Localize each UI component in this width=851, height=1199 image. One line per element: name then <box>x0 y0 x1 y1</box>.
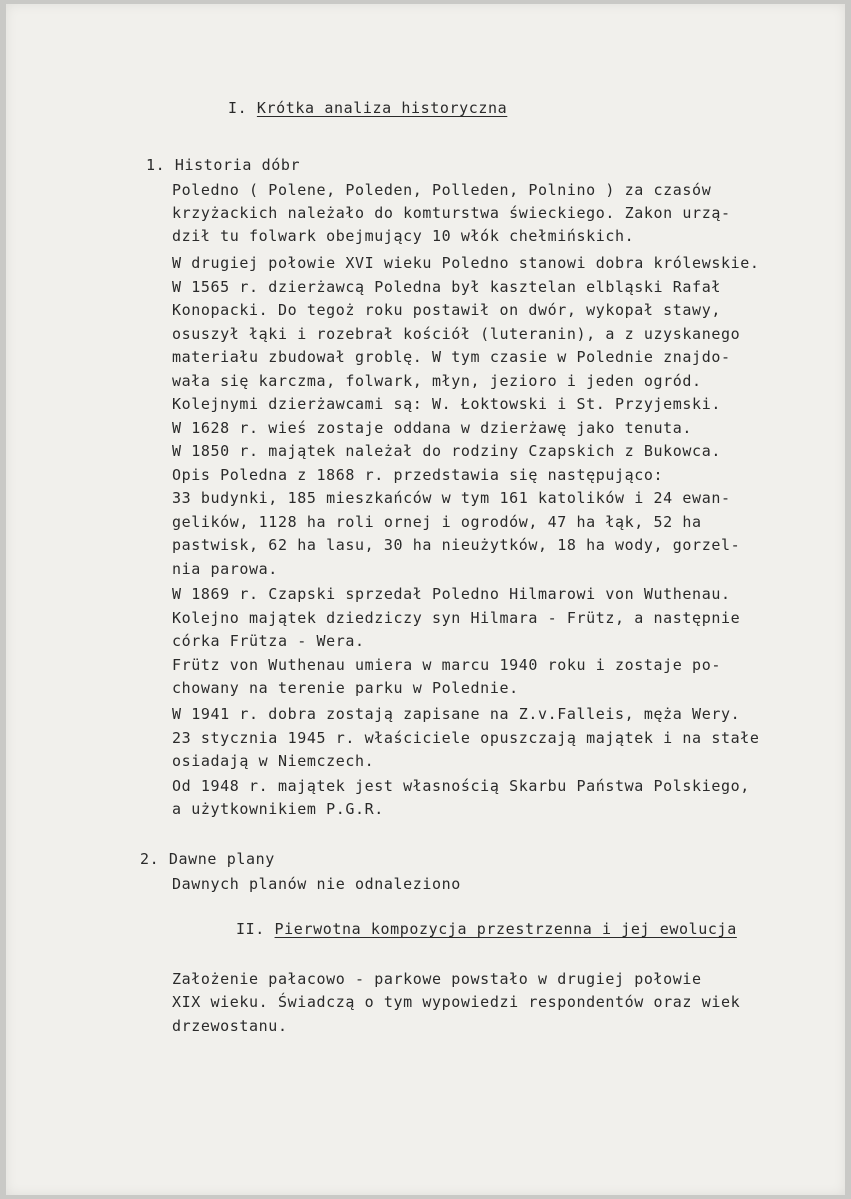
heading-2-title: Pierwotna kompozycja przestrzenna i jej ewolucja <box>274 920 737 938</box>
body-line: Opis Poledna z 1868 r. przedstawia się następująco: <box>172 466 664 484</box>
body-line: dził tu folwark obejmujący 10 włók chełmińskich. <box>172 227 635 245</box>
body-line: Konopacki. Do tegoż roku postawił on dwór, wykopał stawy, <box>172 301 721 319</box>
section-1-title: Historia dóbr <box>174 156 301 174</box>
section-2-title: Dawne plany <box>168 850 275 868</box>
section-1-number: 1. <box>146 156 166 174</box>
section-1-heading <box>146 155 300 175</box>
body-line: W 1628 r. wieś zostaje oddana w dzierżawę jako tenuta. <box>172 419 693 437</box>
body-line: pastwisk, 62 ha lasu, 30 ha nieużytków, 18 ha wody, gorzel- <box>172 536 741 554</box>
body-line: a użytkownikiem P.G.R. <box>172 800 384 818</box>
section-2-body: Dawnych planów nie odnaleziono <box>172 875 461 893</box>
body-line: Kolejnymi dzierżawcami są: W. Łoktowski i St. Przyjemski. <box>172 395 721 413</box>
body-line: 23 stycznia 1945 r. właściciele opuszczają majątek i na stałe <box>172 729 760 747</box>
section-2-number: 2. <box>140 850 160 868</box>
body-line: Od 1948 r. majątek jest własnością Skarbu Państwa Polskiego, <box>172 777 750 795</box>
section-2-heading <box>140 849 275 869</box>
document-page <box>6 4 845 1195</box>
body-line: Poledno ( Polene, Poleden, Polleden, Polnino ) za czasów <box>172 181 712 199</box>
body-line: osiadają w Niemczech. <box>172 752 375 770</box>
body-line: XIX wieku. Świadczą o tym wypowiedzi respondentów oraz wiek <box>172 993 741 1011</box>
body-line: krzyżackich należało do komturstwa świeckiego. Zakon urzą- <box>172 204 731 222</box>
heading-2 <box>236 919 737 939</box>
heading-1-title: Krótka analiza historyczna <box>256 99 508 117</box>
body-line: W 1869 r. Czapski sprzedał Poledno Hilmarowi von Wuthenau. <box>172 585 731 603</box>
body-line: materiału zbudował groblę. W tym czasie w Polednie znajdo- <box>172 348 731 366</box>
body-line: córka Frütza - Wera. <box>172 632 365 650</box>
body-line: nia parowa. <box>172 560 278 578</box>
heading-2-number: II. <box>236 920 265 938</box>
heading-1-number: I. <box>228 99 248 117</box>
heading-1 <box>228 98 507 118</box>
body-line: chowany na terenie parku w Polednie. <box>172 679 519 697</box>
body-line: drzewostanu. <box>172 1017 288 1035</box>
body-line: gelików, 1128 ha roli ornej i ogrodów, 47 ha łąk, 52 ha <box>172 513 702 531</box>
body-line: 33 budynki, 185 mieszkańców w tym 161 katolików i 24 ewan- <box>172 489 731 507</box>
body-line: osuszył łąki i rozebrał kościół (luteranin), a z uzyskanego <box>172 325 741 343</box>
body-line: W 1850 r. majątek należał do rodziny Czapskich z Bukowca. <box>172 442 721 460</box>
body-line: W 1941 r. dobra zostają zapisane na Z.v.Falleis, męża Wery. <box>172 705 741 723</box>
body-line: W drugiej połowie XVI wieku Poledno stanowi dobra królewskie. <box>172 254 760 272</box>
body-line: wała się karczma, folwark, młyn, jezioro i jeden ogród. <box>172 372 702 390</box>
body-line: W 1565 r. dzierżawcą Poledna był kasztelan elbląski Rafał <box>172 278 721 296</box>
body-line: Kolejno majątek dziedziczy syn Hilmara - Frütz, a następnie <box>172 609 741 627</box>
body-line: Założenie pałacowo - parkowe powstało w drugiej połowie <box>172 970 702 988</box>
body-line: Frütz von Wuthenau umiera w marcu 1940 roku i zostaje po- <box>172 656 721 674</box>
